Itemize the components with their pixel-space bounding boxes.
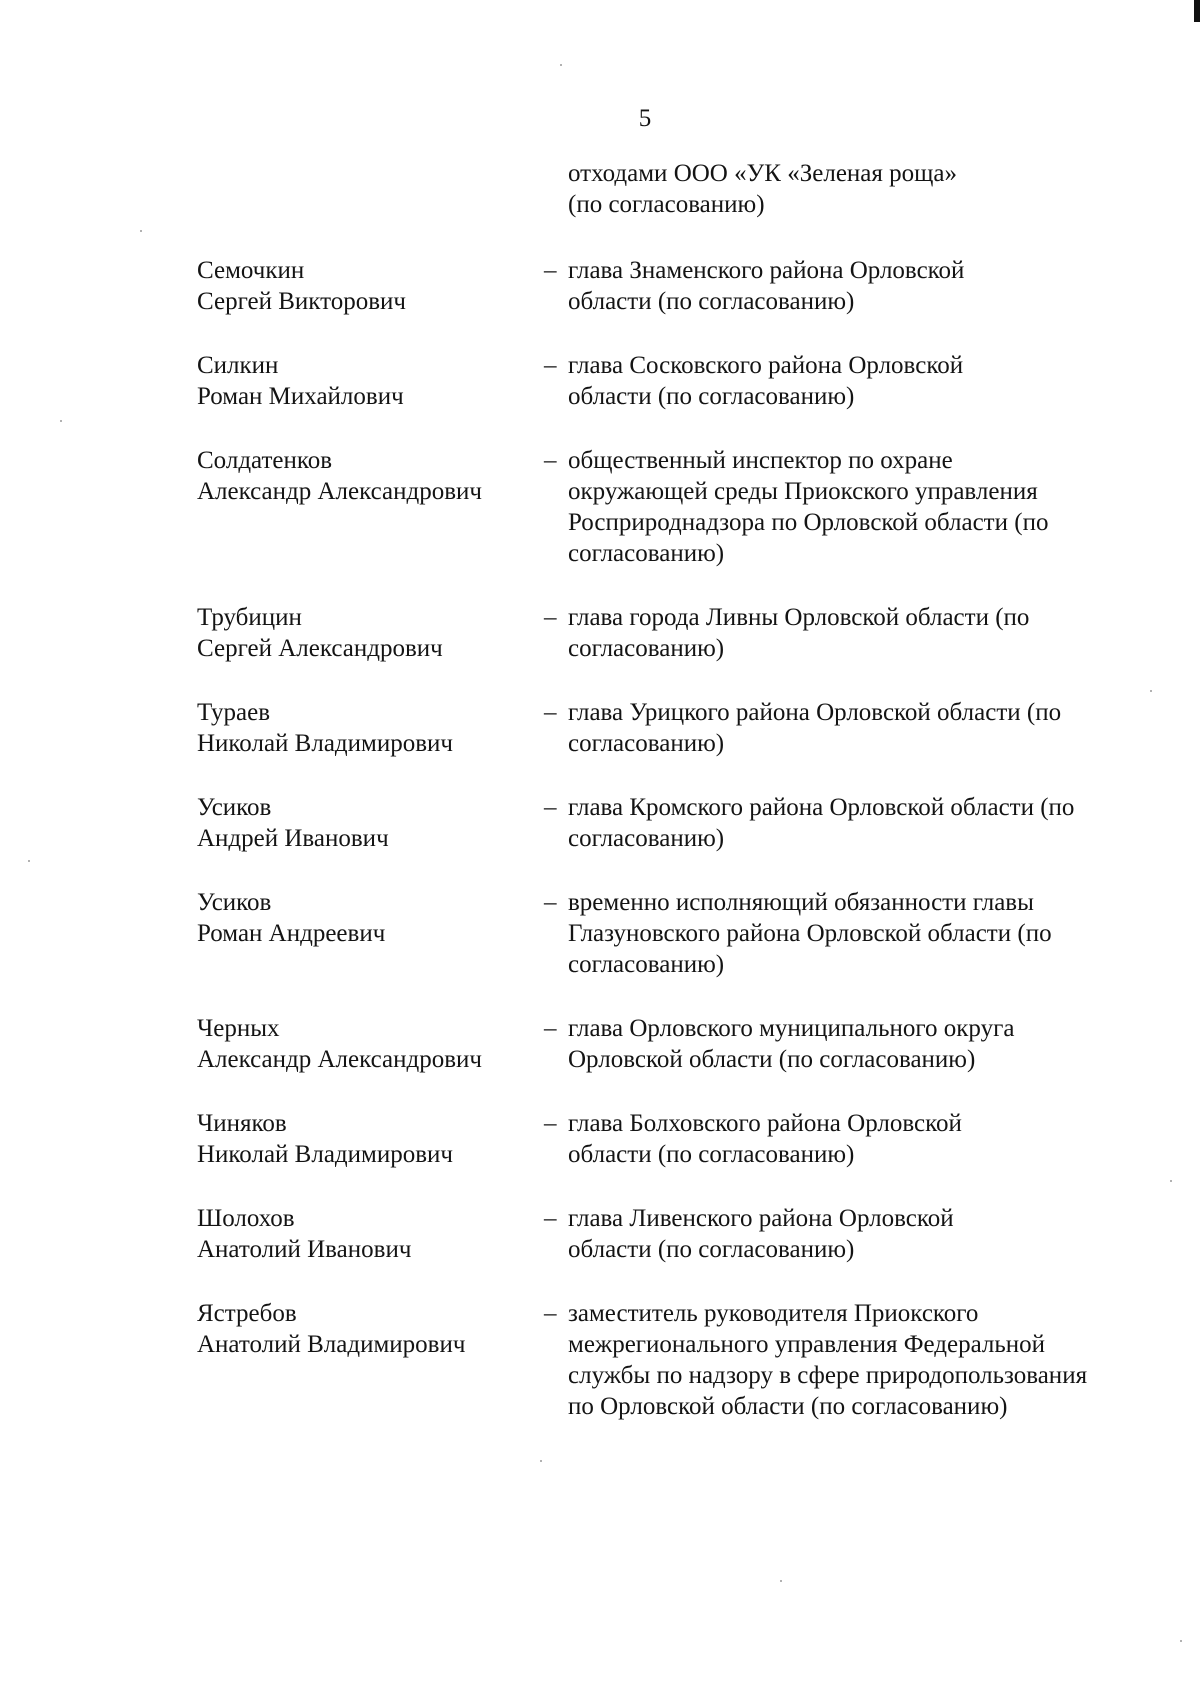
scan-speck [1180,1640,1182,1642]
member-name [197,1108,532,1170]
member-name [197,350,532,412]
member-given-name: Роман Михайлович [197,383,404,410]
scan-speck [28,860,30,862]
member-role: глава Кромского района Орловской области (по согласованию) [568,794,1075,852]
member-given-name: Сергей Викторович [197,288,406,315]
member-role: глава города Ливны Орловской области (по согласованию) [568,604,1030,662]
dash-separator: – [544,1300,557,1327]
continuation-line: отходами ООО «УК «Зеленая роща» [568,160,957,187]
member-role: заместитель руководителя Приокского межрегионального управления Федеральной службы по надзору в сфере природопользования по Орловской области (по согласованию) [568,1300,1088,1420]
member-surname: Силкин [197,352,279,379]
member-name [197,887,532,980]
member-given-name: Роман Андреевич [197,920,386,947]
member-surname: Ястребов [197,1300,297,1327]
member-list [0,255,1200,1455]
member-row [0,1203,1200,1265]
member-name [197,1013,532,1075]
member-surname: Солдатенков [197,447,333,474]
scan-speck [60,420,62,422]
scan-speck [780,1580,782,1582]
member-surname: Черных [197,1015,280,1042]
dash-separator: – [544,699,557,726]
member-role: временно исполняющий обязанности главы Глазуновского района Орловской области (по согласованию) [568,889,1052,978]
member-given-name: Анатолий Владимирович [197,1331,466,1358]
member-surname: Чиняков [197,1110,287,1137]
member-name [197,255,532,317]
dash-separator: – [544,1205,557,1232]
member-role: глава Болховского района Орловской области (по согласованию) [568,1110,962,1168]
member-surname: Семочкин [197,257,305,284]
member-surname: Шолохов [197,1205,295,1232]
member-name [197,445,532,569]
member-row [0,792,1200,854]
member-surname: Тураев [197,699,271,726]
member-row [0,697,1200,759]
scan-speck [1150,690,1152,692]
member-surname: Усиков [197,794,272,821]
member-given-name: Александр Александрович [197,478,482,505]
dash-separator: – [544,794,557,821]
member-given-name: Андрей Иванович [197,825,389,852]
scan-speck [1170,1180,1172,1182]
member-role: глава Орловского муниципального округа Орловской области (по согласованию) [568,1015,1015,1073]
member-role: глава Знаменского района Орловской области (по согласованию) [568,257,965,315]
member-given-name: Николай Владимирович [197,730,453,757]
member-given-name: Анатолий Иванович [197,1236,412,1263]
member-row [0,445,1200,569]
dash-separator: – [544,1110,557,1137]
dash-separator: – [544,604,557,631]
member-role: глава Ливенского района Орловской области (по согласованию) [568,1205,954,1263]
member-role: глава Сосковского района Орловской области (по согласованию) [568,352,964,410]
member-surname: Усиков [197,889,272,916]
dash-separator: – [544,889,557,916]
member-row [0,1108,1200,1170]
member-row [0,255,1200,317]
member-row [0,1013,1200,1075]
dash-separator: – [544,257,557,284]
page-number: 5 [638,105,652,132]
member-name [197,1203,532,1265]
member-name [197,697,532,759]
member-row [0,350,1200,412]
scan-edge-mark [1194,0,1200,22]
dash-separator: – [544,447,557,474]
member-given-name: Николай Владимирович [197,1141,453,1168]
member-row [0,1298,1200,1422]
scan-speck [560,64,562,66]
member-role: общественный инспектор по охране окружающей среды Приокского управления Росприроднадзора по Орловской области (по согласованию) [568,447,1049,567]
member-role: глава Урицкого района Орловской области (по согласованию) [568,699,1062,757]
continuation-text [568,158,1128,220]
member-given-name: Сергей Александрович [197,635,443,662]
member-given-name: Александр Александрович [197,1046,482,1073]
member-name [197,602,532,664]
member-surname: Трубицин [197,604,302,631]
scan-speck [140,230,142,232]
dash-separator: – [544,352,557,379]
member-row [0,887,1200,980]
member-name [197,1298,532,1422]
scan-speck [540,1460,542,1462]
dash-separator: – [544,1015,557,1042]
continuation-line: (по согласованию) [568,191,765,218]
member-row [0,602,1200,664]
member-name [197,792,532,854]
